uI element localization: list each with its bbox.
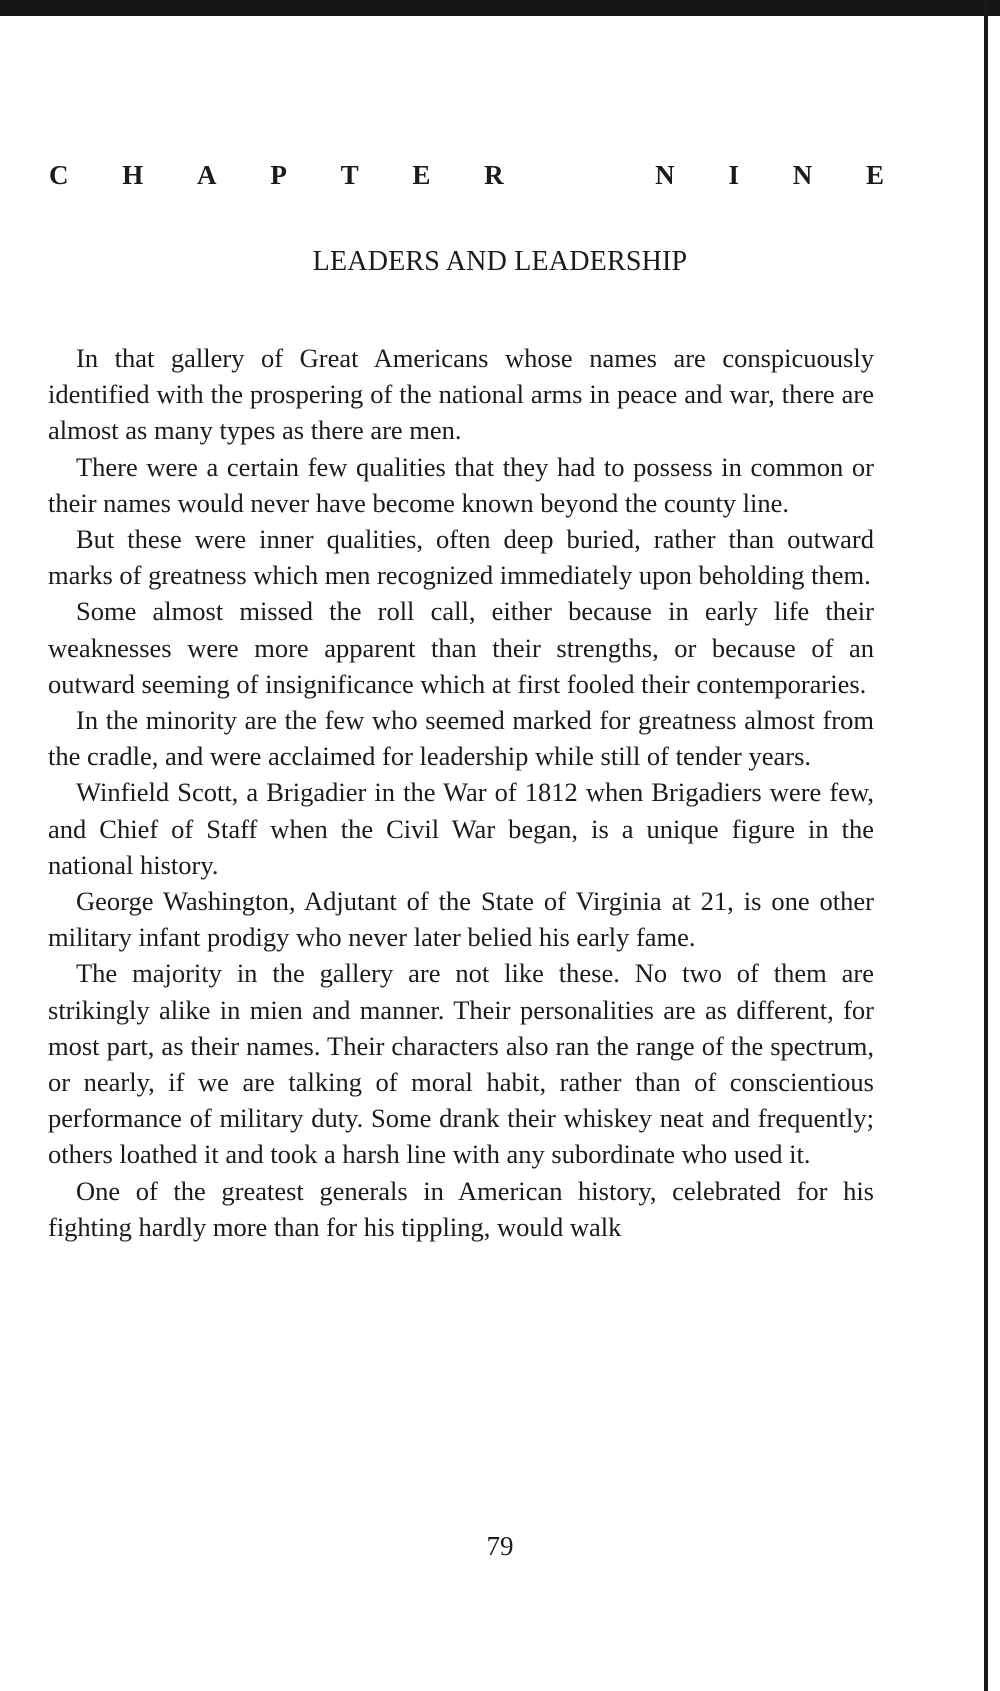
chapter-letter: A [197,160,217,190]
chapter-letter: T [340,160,359,190]
chapter-letter: N [655,160,675,190]
paragraph: There were a certain few qualities that they had to possess in common or their names would never have become known beyond the county line. [48,451,874,518]
body-text [48,340,874,1245]
chapter-letter: C [49,160,69,190]
paragraph: The majority in the gallery are not like these. No two of them are strikingly alike in mien and manner. Their personalities are as different, for most part, as their names. Their characters also ran the range of the spectrum, or nearly, if we are talking of moral habit, rather than of conscientious performance of military duty. Some drank their whiskey neat and frequently; others loathed it and took a harsh line with any subordinate who used it. [48,958,874,1170]
paragraph: In that gallery of Great Americans whose names are conspicuously identified with the prospering of the national arms in peace and war, there are almost as many types as there are men. [48,343,874,446]
chapter-word-gap [557,160,601,190]
paragraph: But these were inner qualities, often deep buried, rather than outward marks of greatness which men recognized immediately upon beholding them. [48,524,874,591]
chapter-letter: H [122,160,144,190]
chapter-letter: E [412,160,431,190]
chapter-letter: P [270,160,287,190]
page-number: 79 [486,1531,514,1561]
paragraph: Some almost missed the roll call, either because in early life their weaknesses were more apparent than their strengths, or because of an outward seeming of insignificance which at first fooled their contemporaries. [48,596,874,699]
paragraph: George Washington, Adjutant of the State of Virginia at 21, is one other military infant prodigy who never later belied his early fame. [48,886,874,953]
chapter-letter: N [792,160,813,190]
chapter-letter: E [865,160,884,190]
paragraph: Winfield Scott, a Brigadier in the War of 1812 when Brigadiers were few, and Chief of Staff when the Civil War began, is a unique figure in the national history. [48,777,874,880]
chapter-title: LEADERS AND LEADERSHIP [312,246,688,277]
paragraph: One of the greatest generals in American history, celebrated for his fighting hardly more than for his tippling, would walk [48,1175,874,1242]
page-top-border [0,0,1000,16]
chapter-label [49,160,884,190]
paragraph: In the minority are the few who seemed marked for greatness almost from the cradle, and were acclaimed for leadership while still of tender years. [48,705,874,772]
chapter-letter: R [484,160,504,190]
chapter-letter: I [728,160,739,190]
